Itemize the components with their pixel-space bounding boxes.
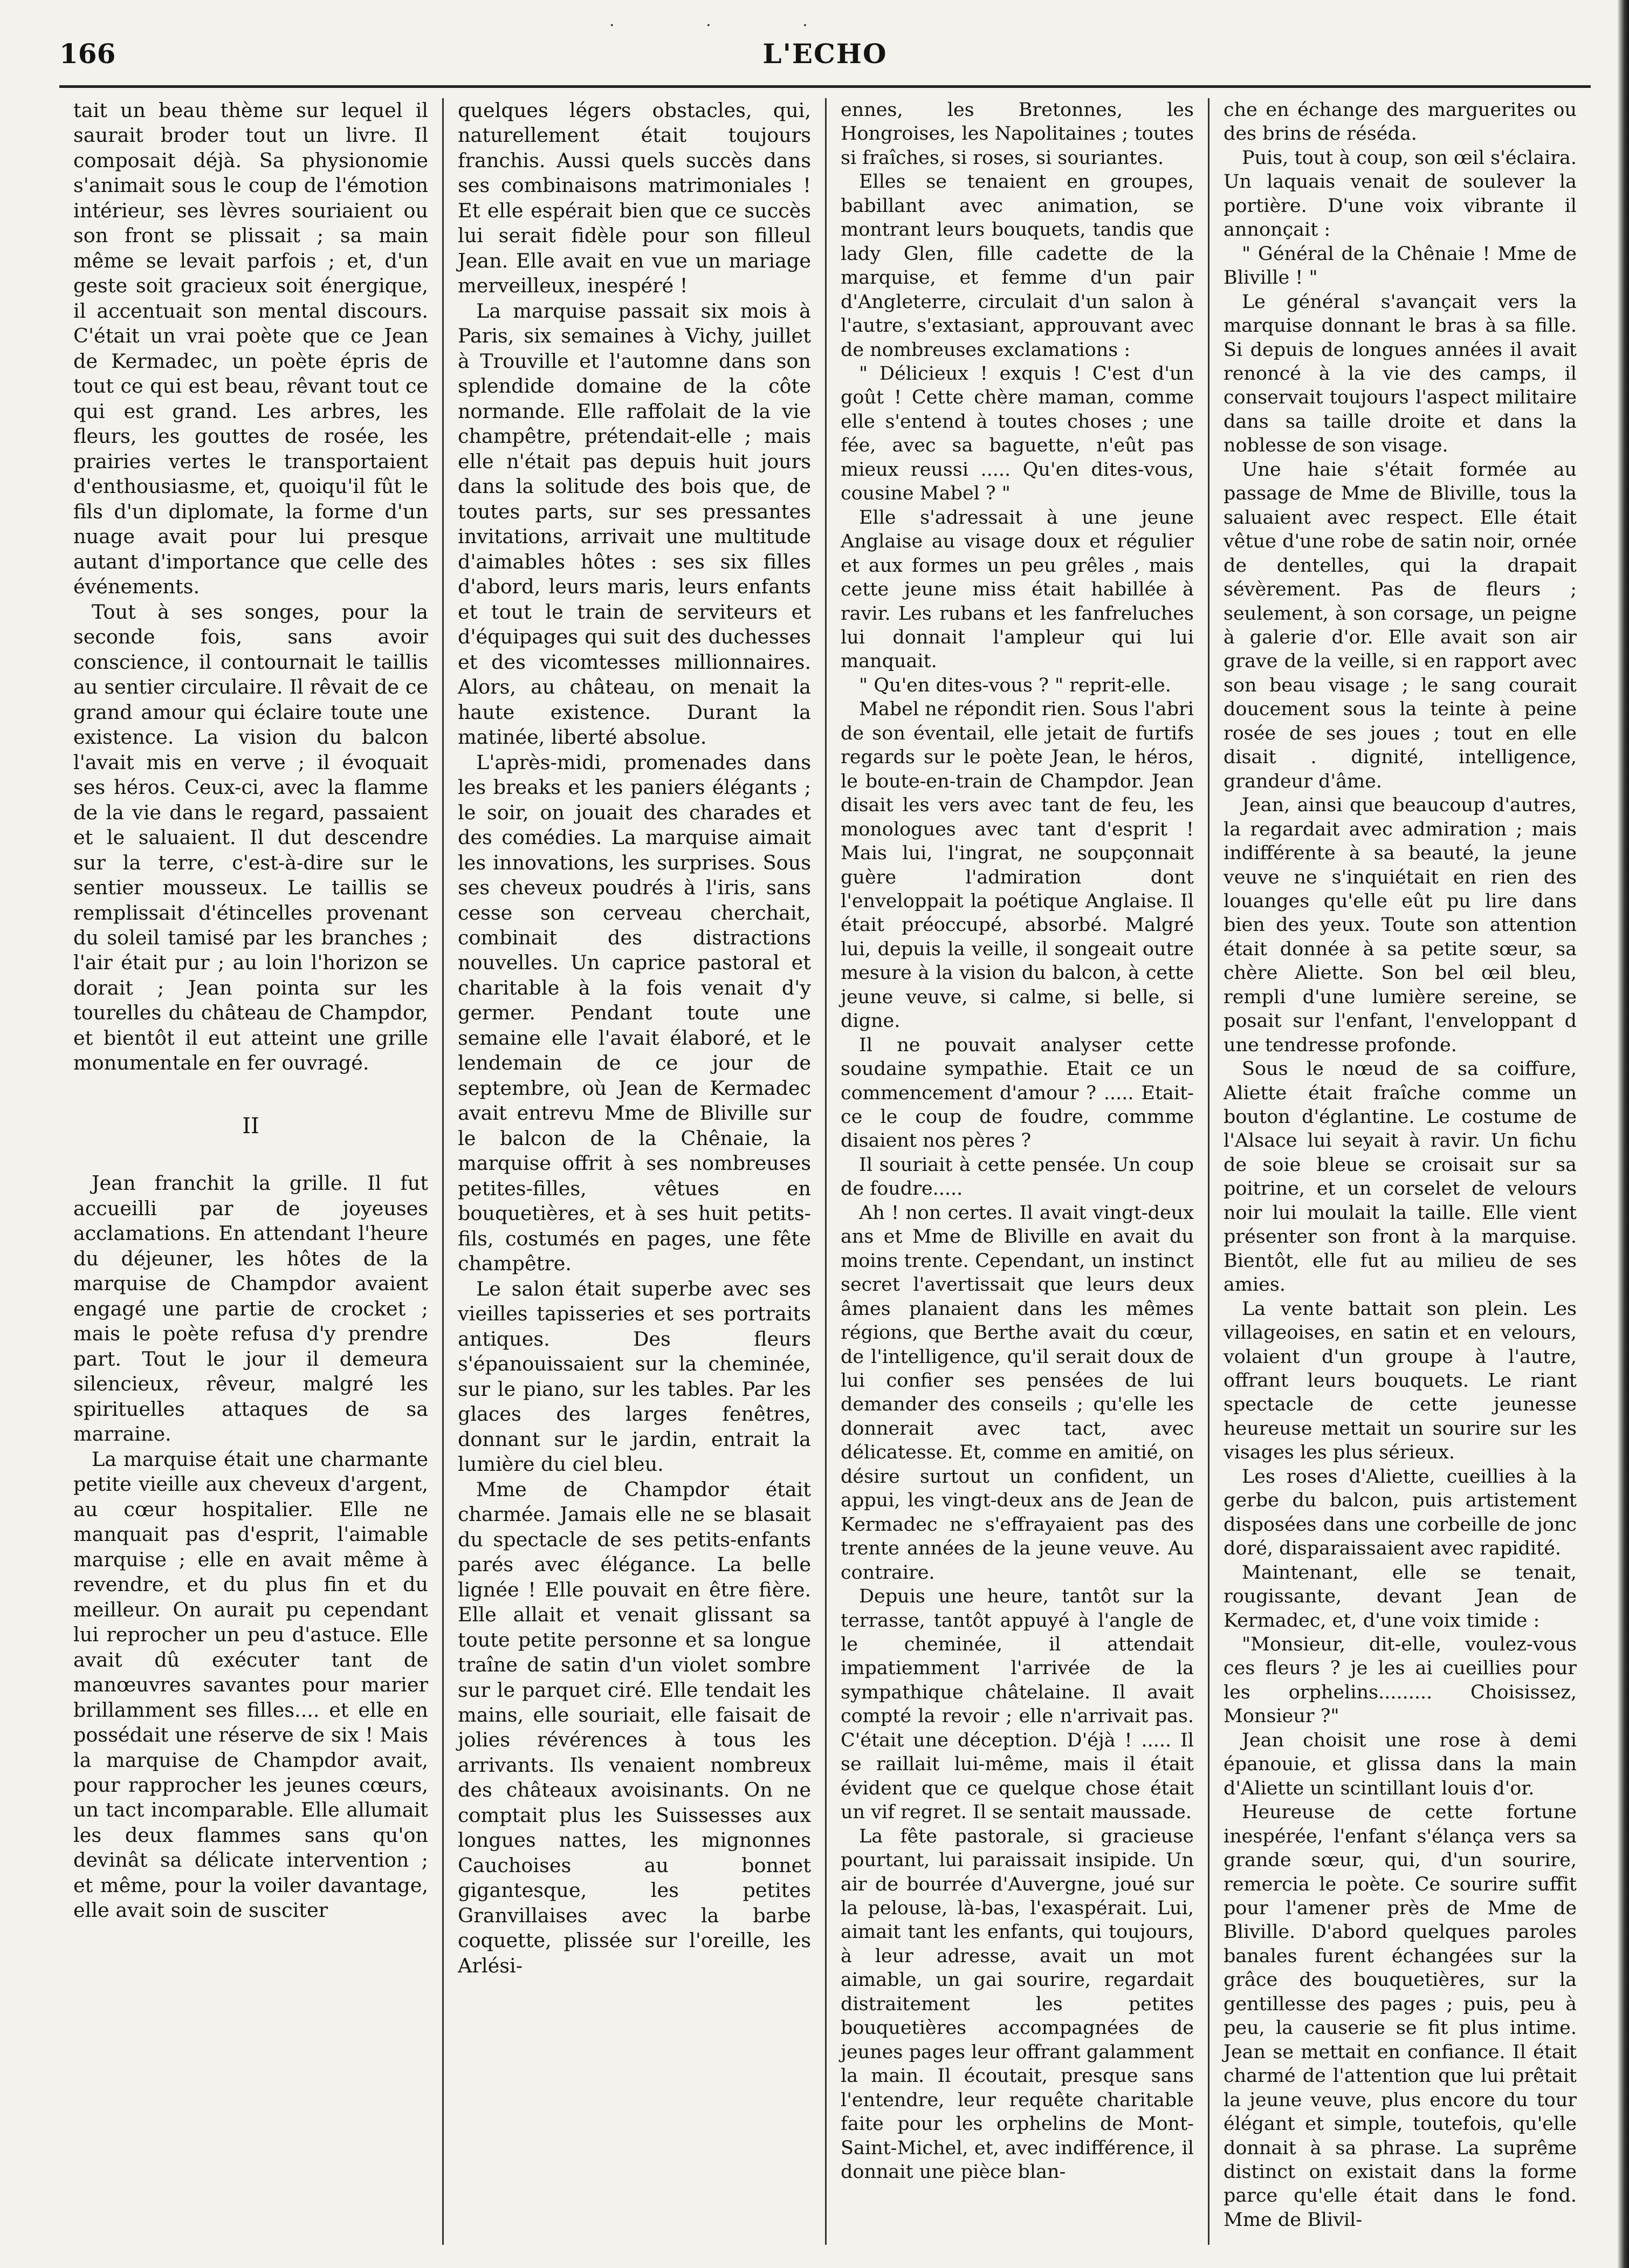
- paragraph: Mme de Champdor était charmée. Jamais elle ne se blasait du spectacle de ses petits-enfants parés avec élégance. La belle lignée ! Elle pouvait en être fière. Elle allait et venait glissant sa toute petite personne et sa longue traîne de satin d'un violet sombre sur le parquet ciré. Elle tendait les mains, elle souriait, elle faisait de jolies révérences à tous les arrivants. Ils venaient nombreux des châteaux avoisinants. On ne comptait plus les Suissesses aux longues nattes, les mignonnes Cauchoises au bonnet gigantesque, les petites Granvillaises avec la barbe coquette, plissée sur l'oreille, les Arlési-: [458, 1477, 811, 1977]
- paragraph: Une haie s'était formée au passage de Mme de Bliville, tous la saluaient avec respect. Elle était vêtue d'une robe de satin noir, ornée de dentelles, qui la drapait sévèrement. Pas de fleurs ; seulement, à son corsage, un peigne à galerie d'or. Elle avait son air grave de la veille, si en rapport avec son beau visage ; le sang courait doucement sous la teinte à peine rosée de ses joues ; tout en elle disait . dignité, intelligence, grandeur d'âme.: [1224, 458, 1577, 792]
- page-number: 166: [59, 38, 116, 70]
- column-2: [442, 98, 825, 2245]
- paragraph: Le salon était superbe avec ses vieilles tapisseries et ses portraits antiques. Des fleurs s'épanouissaient sur la cheminée, sur le piano, sur les tables. Par les glaces des larges fenêtres, donnant sur le jardin, entrait la lumière du ciel bleu.: [458, 1277, 811, 1476]
- running-title: L'ECHO: [762, 38, 888, 70]
- paragraph: che en échange des marguerites ou des brins de réséda.: [1224, 99, 1577, 145]
- paragraph: Tout à ses songes, pour la seconde fois, sans avoir conscience, il contournait le taillis au sentier circulaire. Il rêvait de ce grand amour qui éclaire toute une existence. La vision du balcon l'avait mis en verve ; il évoquait ses héros. Ceux-ci, avec la flamme de la vie dans le regard, passaient et le saluaient. Il dut descendre sur la terre, c'est-à-dire sur le sentier mousseux. Le taillis se remplissait d'étincelles provenant du soleil tamisé par les branches ; l'air était pur ; au loin l'horizon se dorait ; Jean pointa sur les tourelles du château de Champdor, et bientôt il eut atteint une grille monumentale en fer ouvragé.: [73, 600, 428, 1075]
- article-columns: [59, 98, 1591, 2245]
- paragraph: Maintenant, elle se tenait, rougissante, devant Jean de Kermadec, et, d'une voix timide :: [1224, 1561, 1577, 1632]
- paragraph: Ah ! non certes. Il avait vingt-deux ans et Mme de Bliville en avait du moins trente. Cependant, un instinct secret l'avertissait que leurs deux âmes planaient dans les mêmes régions, que Berthe avait du cœur, de l'intelligence, qu'il serait doux de lui confier ses pensées de lui demander des conseils ; qu'elle les donnerait avec tact, avec délicatesse. Et, comme en amitié, on désire surtout un confident, un appui, les vingt-deux ans de Jean de Kermadec ne s'effrayaient pas des trente années de la jeune veuve. Au contraire.: [841, 1202, 1194, 1584]
- paragraph: Jean, ainsi que beaucoup d'autres, la regardait avec admiration ; mais indifférente à sa beauté, la jeune veuve ne s'inquiétait en rien des louanges qu'elle eût pu lire dans bien des yeux. Toute son attention était donnée à sa petite sœur, sa chère Aliette. Son bel œil bleu, rempli d'une lumière sereine, se posait sur l'enfant, l'enveloppant d une tendresse profonde.: [1224, 794, 1577, 1056]
- paragraph: La fête pastorale, si gracieuse pourtant, lui paraissait insipide. Un air de bourrée d'Auvergne, joué sur la pelouse, là-bas, l'exaspérait. Lui, aimait tant les enfants, qui toujours, à leur adresse, avait un mot aimable, un gai sourire, regardait distraitement les petites bouquetières accompagnées de jeunes pages leur offrant galamment la main. Il écoutait, presque sans l'entendre, leur requête charitable faite pour les orphelins de Mont-Saint-Michel, et, avec indifférence, il donnait une pièce blan-: [841, 1825, 1194, 2183]
- paragraph: Elles se tenaient en groupes, babillant avec animation, se montrant leurs bouquets, tandis que lady Glen, fille cadette de la marquise, et femme d'un pair d'Angleterre, circulait d'un salon à l'autre, s'extasiant, approuvant avec de nombreuses exclamations :: [841, 171, 1194, 361]
- paragraph: Il ne pouvait analyser cette soudaine sympathie. Etait ce un commencement d'amour ? ..... Etait-ce le coup de foudre, commme disaient nos pères ?: [841, 1034, 1194, 1152]
- header-rule: [59, 85, 1591, 88]
- paragraph: Heureuse de cette fortune inespérée, l'enfant s'élança vers sa grande sœur, qui, d'un sourire, remercia le poète. Ce sourire suffit pour l'amener près de Mme de Bliville. D'abord quelques paroles banales furent échangées sur la grâce des bouquetières, sur la gentillesse des pages ; puis, peu à peu, la causerie se fit plus intime. Jean se mettait en confiance. Il était charmé de l'attention que lui prêtait la jeune veuve, plus encore du tour élégant et simple, toutefois, qu'elle donnait à sa phrase. La suprême distinct on existait dans la forme parce qu'elle était dans le fond. Mme de Blivil-: [1224, 1801, 1577, 2231]
- paragraph: " Général de la Chênaie ! Mme de Bliville ! ": [1224, 243, 1577, 289]
- paragraph: Elle s'adressait à une jeune Anglaise au visage doux et régulier et aux formes un peu grêles , mais cette jeune miss était habillée à ravir. Les rubans et les fanfreluches lui donnait l'ampleur qui lui manquait.: [841, 506, 1194, 673]
- paragraph: Depuis une heure, tantôt sur la terrasse, tantôt appuyé à l'angle de le cheminée, il attendait impatiemment l'arrivée de la sympathique châtelaine. Il avait compté la revoir ; elle n'arrivait pas. C'était une déception. D'éjà ! ..... Il se raillait lui-même, mais il était évident que ce quelque chose était un vif regret. Il se sentait maussade.: [841, 1586, 1194, 1824]
- paragraph: Les roses d'Aliette, cueillies à la gerbe du balcon, puis artistement disposées dans une corbeille de jonc doré, disparaissaient avec rapidité.: [1224, 1465, 1577, 1560]
- page-header: [59, 33, 1591, 82]
- paragraph: tait un beau thème sur lequel il saurait broder tout un livre. Il composait déjà. Sa physionomie s'animait sous le coup de l'émotion intérieur, ses lèvres souriaient ou son front se plissait ; sa main même se levait parfois ; et, d'un geste soit gracieux soit énergique, il accentuait son mental discours. C'était un vrai poète que ce Jean de Kermadec, un poète épris de tout ce qui est beau, rêvant tout ce qui est grand. Les arbres, les fleurs, les gouttes de rosée, les prairies vertes le transportaient d'enthousiasme, et, quoiqu'il fût le fils d'un diplomate, la forme d'un nuage avait pour lui presque autant d'importance que celle des événements.: [73, 99, 428, 599]
- paragraph: Puis, tout à coup, son œil s'éclaira. Un laquais venait de soulever la portière. D'une voix vibrante il annonçait :: [1224, 147, 1577, 241]
- paragraph: Il souriait à cette pensée. Un coup de foudre.....: [841, 1154, 1194, 1200]
- paragraph: ennes, les Bretonnes, les Hongroises, les Napolitaines ; toutes si fraîches, si roses, si souriantes.: [841, 99, 1194, 169]
- paragraph: Jean franchit la grille. Il fut accueilli par de joyeuses acclamations. En attendant l'heure du déjeuner, les hôtes de la marquise de Champdor avaient engagé une partie de crocket ; mais le poète refusa d'y prendre part. Tout le jour il demeura silencieux, rêveur, malgré les spirituelles attaques de sa marraine.: [73, 1171, 428, 1446]
- paragraph: La marquise passait six mois à Paris, six semaines à Vichy, juillet à Trouville et l'automne dans son splendide domaine de la côte normande. Elle raffolait de la vie champêtre, prétendait-elle ; mais elle n'était pas depuis huit jours dans la solitude des bois que, de toutes parts, sur ses pressantes invitations, arrivait une multitude d'aimables hôtes : ses six filles d'abord, leurs maris, leurs enfants et tout le train de serviteurs et d'équipages qui suit des duchesses et des vicomtesses millionnaires. Alors, au château, on menait la haute existence. Durant la matinée, liberté absolue.: [458, 299, 811, 749]
- paragraph: Jean choisit une rose à demi épanouie, et glissa dans la main d'Aliette un scintillant louis d'or.: [1224, 1729, 1577, 1799]
- paragraph: La vente battait son plein. Les villageoises, en satin et en velours, volaient d'un groupe à l'autre, offrant leurs bouquets. Le riant spectacle de cette jeunesse heureuse mettait un sourire sur les visages les plus sérieux.: [1224, 1298, 1577, 1464]
- paragraph: quelques légers obstacles, qui, naturellement était toujours franchis. Aussi quels succès dans ses combinaisons matrimoniales ! Et elle espérait bien que ce succès lui serait fidèle pour son filleul Jean. Elle avait en vue un mariage merveilleux, inespéré !: [458, 99, 811, 298]
- column-3: [825, 98, 1208, 2245]
- print-specks: · · ·: [609, 16, 851, 35]
- section-heading: II: [242, 1113, 259, 1139]
- page-binding-edge: [1617, 0, 1629, 2268]
- column-4: [1208, 98, 1591, 2245]
- column-1: [59, 98, 442, 2245]
- paragraph: " Qu'en dites-vous ? " reprit-elle.: [859, 674, 1171, 696]
- paragraph: " Délicieux ! exquis ! C'est d'un goût ! Cette chère maman, comme elle s'entend à toutes choses ; une fée, avec sa baguette, n'eût pas mieux reussi ..... Qu'en dites-vous, cousine Mabel ? ": [841, 362, 1194, 505]
- paragraph: "Monsieur, dit-elle, voulez-vous ces fleurs ? je les ai cueillies pour les orphelins......... Choisissez, Monsieur ?": [1224, 1634, 1577, 1728]
- paragraph: Mabel ne répondit rien. Sous l'abri de son éventail, elle jetait de furtifs regards sur le poète Jean, le héros, le boute-en-train de Champdor. Jean disait les vers avec tant de feu, les monologues avec tant d'esprit ! Mais lui, l'ingrat, ne soupçonnait guère l'admiration dont l'enveloppait la poétique Anglaise. Il était préoccupé, absorbé. Malgré lui, depuis la veille, il songeait outre mesure à la vision du balcon, à cette jeune veuve, si calme, si belle, si digne.: [841, 698, 1194, 1032]
- paragraph: Sous le nœud de sa coiffure, Aliette était fraîche comme un bouton d'églantine. Le costume de l'Alsace lui seyait à ravir. Un fichu de soie bleue se croisait sur sa poitrine, et un corselet de velours noir lui moulait la taille. Elle vient présenter son front à la marquise. Bientôt, elle fut au milieu de ses amies.: [1224, 1058, 1577, 1296]
- paragraph: L'après-midi, promenades dans les breaks et les paniers élégants ; le soir, on jouait des charades et des comédies. La marquise aimait les innovations, les surprises. Sous ses cheveux poudrés à l'iris, sans cesse son cerveau cherchait, combinait des distractions nouvelles. Un caprice pastoral et charitable à la fois venait d'y germer. Pendant toute une semaine elle l'avait élaboré, et le lendemain de ce jour de septembre, où Jean de Kermadec avait entrevu Mme de Bliville sur le balcon de la Chênaie, la marquise offrit à ses nombreuses petites-filles, vêtues en bouquetières, et à ses huit petits-fils, costumés en pages, une fête champêtre.: [458, 750, 811, 1276]
- paragraph: La marquise était une charmante petite vieille aux cheveux d'argent, au cœur hospitalier. Elle ne manquait pas d'esprit, l'aimable marquise ; elle en avait même à revendre, et du plus fin et du meilleur. On aurait pu cependant lui reprocher un peu d'astuce. Elle avait dû exécuter tant de manœuvres savantes pour marier brillamment ses filles.... et elle en possédait une réserve de six ! Mais la marquise de Champdor avait, pour rapprocher les jeunes cœurs, un tact incomparable. Elle allumait les deux flammes sans qu'on devinât sa délicate intervention ; et même, pour la voiler davantage, elle avait soin de susciter: [73, 1447, 428, 1922]
- paragraph: Le général s'avançait vers la marquise donnant le bras à sa fille. Si depuis de longues années il avait renoncé à la vie des camps, il conservait toujours l'aspect militaire dans sa taille droite et dans la noblesse de son visage.: [1224, 291, 1577, 457]
